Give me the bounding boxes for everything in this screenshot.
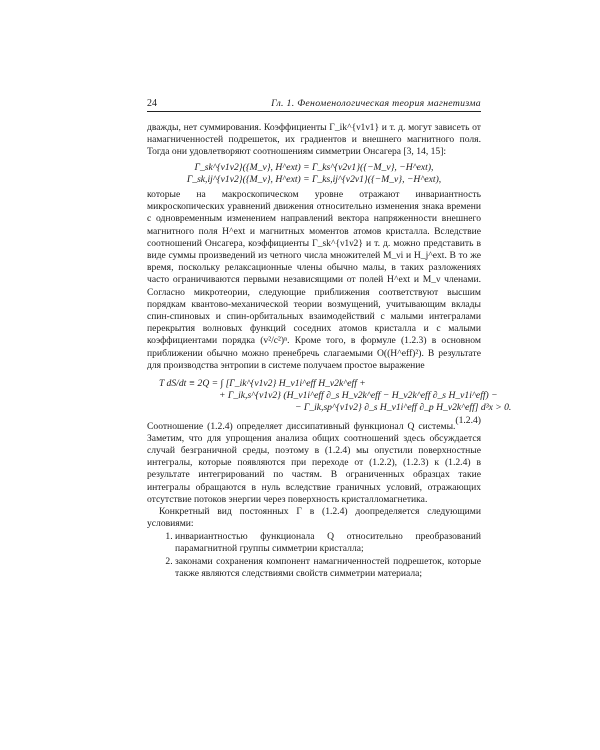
list-item: 2. законами сохранения компонент намагниченностей подрешеток, которые также являются следствиями свойств симметрии материала; <box>175 556 481 580</box>
paragraph-4: Конкретный вид постоянных Γ в (1.2.4) доопределяется следующими условиями: <box>147 506 481 530</box>
running-header <box>147 98 481 112</box>
equation-number: (1.2.4) <box>455 414 481 426</box>
paragraph-2: которые на макроскопическом уровне отражают инвариантность микроскопических уравнений движения относительно изменения знака времени с одновременным изменением направлений вектора напряженности внешнего магнитного поля H^ext и магнитных моментов атомов кристалла. Вследствие соотношений Онсагера, коэффициенты Γ_sk^{ν1ν2} и т. д. можно представить в виде суммы произведений из четного числа множителей M_νi и H_j^ext. В то же время, поскольку релаксационные члены обычно малы, в таких разложениях часто ограничиваются первыми независящими от полей H^ext и M_ν членами. Согласно микротеории, следующие приближения соответствуют высшим порядкам квантово-механической теории возмущений, учитывающим вклады спин-спиновых и спин-орбитальных взаимодействий с малыми интегралами перекрытия волновых функций соседних атомов кристалла и с малыми коэффициентами порядка (v²/c²)ⁿ. Кроме того, в формуле (1.2.3) в основном приближении обычно можно пренебречь слагаемыми O((H^eff)²). В результате для производства энтропии в системе получаем простое выражение <box>147 189 481 371</box>
paragraph-1: дважды, нет суммирования. Коэффициенты Γ_ik^{ν1ν1} и т. д. могут зависеть от намагниченностей подрешеток, их градиентов и внешнего магнитного поля. Тогда они удовлетворяют соотношениям симметрии Онсагера [3, 14, 15]: <box>147 122 481 158</box>
onsager-eq-line-1: Γ_sk^{ν1ν2}({M_ν}, H^ext) = Γ_ks^{ν2ν1}({−M_ν}, −H^ext), <box>194 161 434 173</box>
list-item: 1. инвариантностью функционала Q относительно преобразований парамагнитной группы симметрии кристалла; <box>175 531 481 555</box>
conditions-list <box>147 531 481 581</box>
running-title: Гл. 1. Феноменологическая теория магнетизма <box>271 98 481 109</box>
onsager-eq-line-2: Γ_sk,ij^{ν1ν2}({M_ν}, H^ext) = Γ_ks,ij^{ν2ν1}({−M_ν}, −H^ext), <box>186 173 442 185</box>
paragraph-3: Соотношение (1.2.4) определяет диссипативный функционал Q системы. Заметим, что для упрощения анализа общих соотношений здесь обсуждается случай безграничной среды, поэтому в (1.2.4) мы опустили поверхностные интегралы, которые появляются при переходе от (1.2.2), (1.2.3) к (1.2.4) в результате интегрирований по частям. В ограниченных образцах такие интегралы обращаются в нуль вследствие граничных условий, отражающих отсутствие потоков энергии через поверхность кристалломагнетика. <box>147 420 481 505</box>
onsager-equations <box>147 162 481 186</box>
entropy-eq-line-1: T dS/dt ≡ 2Q = ∫ [Γ_ik^{ν1ν2} H_ν1i^eff H_ν2k^eff + <box>159 378 366 390</box>
entropy-equation <box>147 378 512 426</box>
page-number: 24 <box>147 98 157 109</box>
entropy-eq-line-3: − Γ_ik,sp^{ν1ν2} ∂_s H_ν1i^eff ∂_p H_ν2k^eff] d³x > 0. <box>295 402 512 414</box>
book-page <box>147 98 512 581</box>
entropy-eq-line-2: + Γ_ik,s^{ν1ν2} (H_ν1i^eff ∂_s H_ν2k^eff − H_ν2k^eff ∂_s H_ν1i^eff) − <box>219 390 498 402</box>
